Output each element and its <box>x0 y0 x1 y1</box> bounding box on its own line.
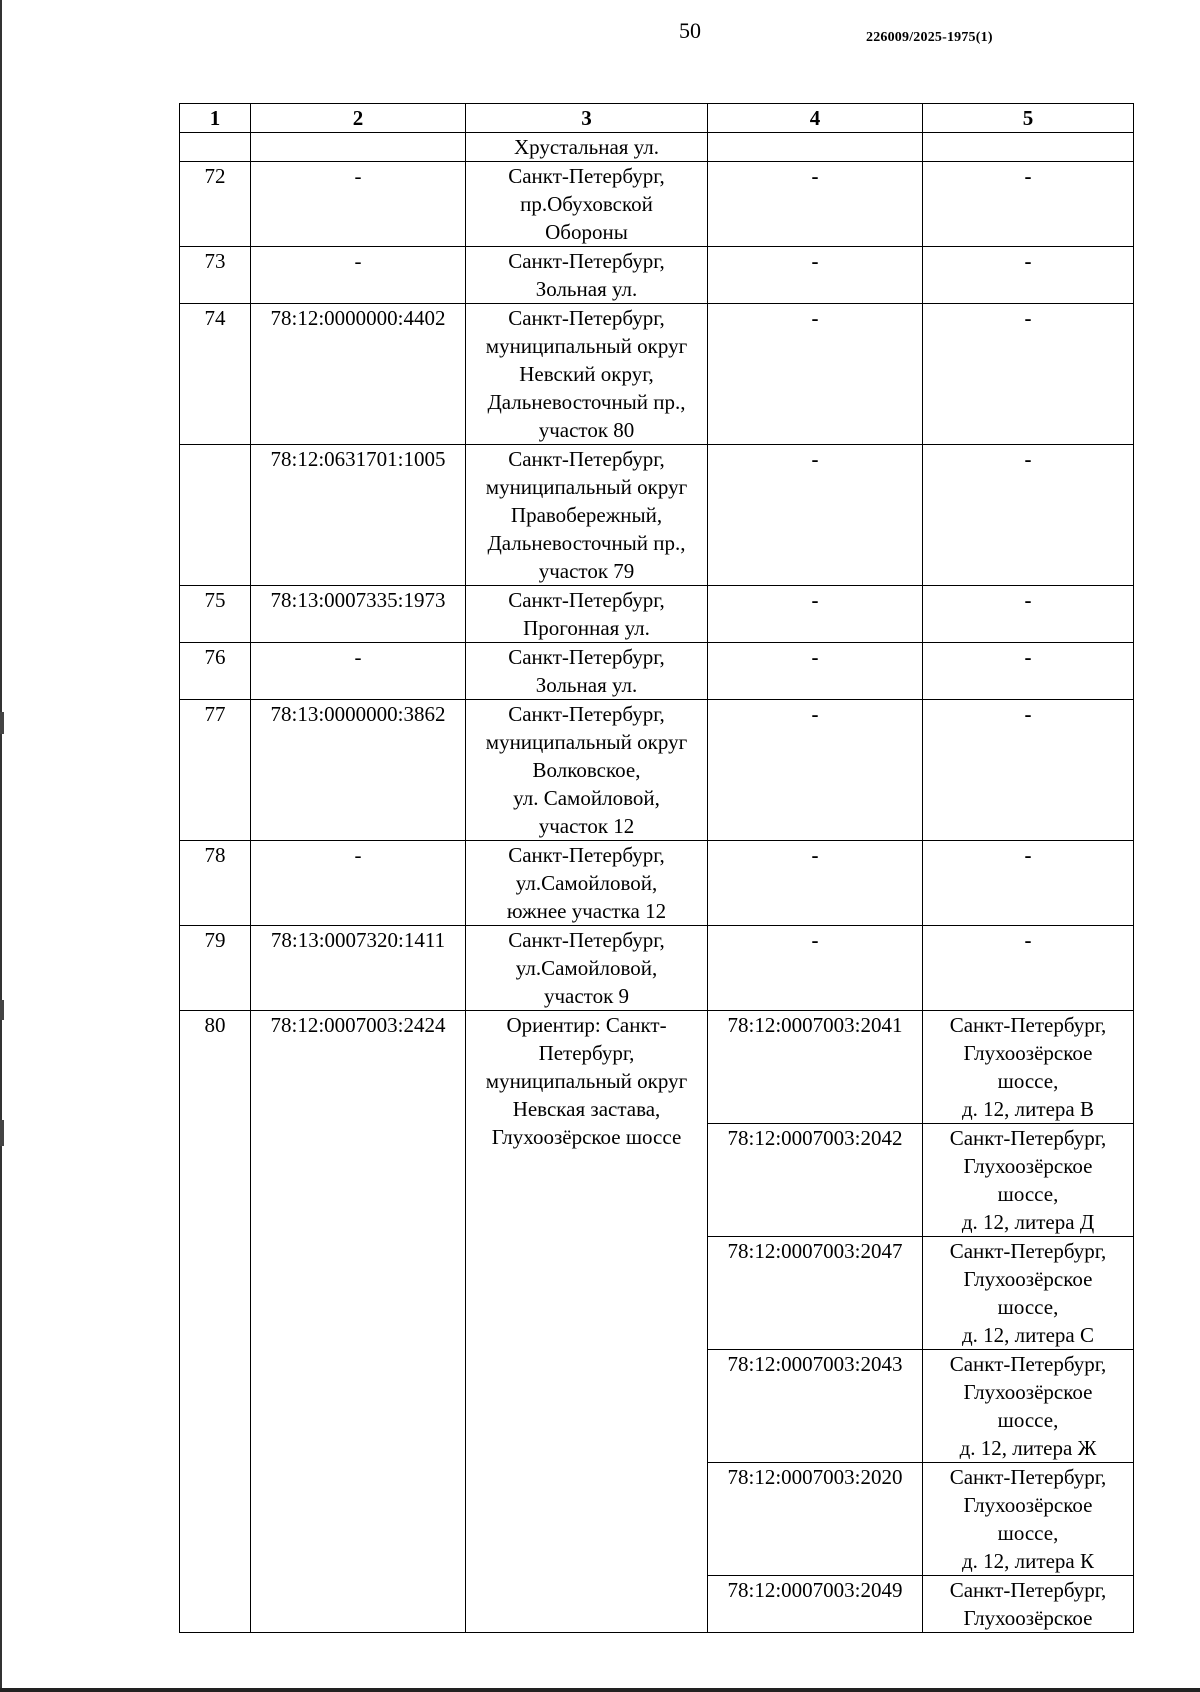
object-address-cell: - <box>923 926 1134 1011</box>
cadastral-cell: 78:13:0000000:3862 <box>251 700 466 841</box>
row-number-cell <box>180 133 251 162</box>
address-cell <box>466 445 708 586</box>
table-row <box>180 445 1134 586</box>
object-cadastral-cell <box>708 133 923 162</box>
text-line: Санкт-Петербург, <box>949 1126 1107 1150</box>
text-line: Петербург, <box>538 1041 635 1065</box>
object-cadastral-cell: 78:12:0007003:2020 <box>708 1463 923 1576</box>
text-line: д. 12, литера К <box>962 1549 1094 1573</box>
table-row <box>180 133 1134 162</box>
cadastral-cell <box>251 133 466 162</box>
row-number-cell: 80 <box>180 1011 251 1633</box>
text-line: д. 12, литера Ж <box>959 1436 1097 1460</box>
table-row <box>180 162 1134 247</box>
text-line: Санкт-Петербург, <box>508 645 665 669</box>
table-row <box>180 926 1134 1011</box>
text-line: Глухоозёрское <box>963 1267 1093 1291</box>
object-cadastral-cell: - <box>708 700 923 841</box>
object-address-cell <box>923 1237 1134 1350</box>
text-line: Санкт-Петербург, <box>949 1013 1107 1037</box>
text-line: Санкт-Петербург, <box>949 1578 1107 1602</box>
object-address-cell <box>923 1124 1134 1237</box>
text-line: Ориентир: Санкт- <box>506 1013 667 1037</box>
address-cell <box>466 926 708 1011</box>
text-line: Глухоозёрское <box>963 1154 1093 1178</box>
table-row <box>180 643 1134 700</box>
column-header: 4 <box>708 104 923 133</box>
address-cell <box>466 304 708 445</box>
address-cell <box>466 586 708 643</box>
text-line: муниципальный округ <box>485 730 688 754</box>
text-line: Санкт-Петербург, <box>508 702 665 726</box>
text-line: Глухоозёрское <box>963 1041 1093 1065</box>
text-line: Дальневосточный пр., <box>487 390 686 414</box>
text-line: Глухоозёрское <box>963 1380 1093 1404</box>
text-line: ул.Самойловой, <box>515 956 658 980</box>
cadastral-cell: - <box>251 841 466 926</box>
object-cadastral-cell: - <box>708 304 923 445</box>
object-address-cell: - <box>923 247 1134 304</box>
text-line: Хрустальная ул. <box>514 135 659 159</box>
column-header: 2 <box>251 104 466 133</box>
text-line: Невский округ, <box>519 362 654 386</box>
text-line: участок 9 <box>543 984 630 1008</box>
text-line: Глухоозёрское <box>963 1606 1093 1630</box>
text-line: Дальневосточный пр., <box>487 531 686 555</box>
text-line: шоссе, <box>997 1069 1059 1093</box>
text-line: участок 12 <box>538 814 635 838</box>
row-number-cell: 74 <box>180 304 251 445</box>
text-line: пр.Обуховской <box>520 192 653 216</box>
object-cadastral-cell: - <box>708 445 923 586</box>
table-header-row <box>180 104 1134 133</box>
table-row <box>180 700 1134 841</box>
address-cell <box>466 841 708 926</box>
text-line: Санкт-Петербург, <box>508 249 665 273</box>
address-cell <box>466 1011 708 1633</box>
scan-mark <box>0 1000 4 1020</box>
text-line: ул. Самойловой, <box>513 786 660 810</box>
row-number-cell: 79 <box>180 926 251 1011</box>
object-address-cell: - <box>923 162 1134 247</box>
object-address-cell <box>923 1576 1134 1633</box>
address-cell <box>466 247 708 304</box>
column-header: 1 <box>180 104 251 133</box>
text-line: муниципальный округ <box>485 334 688 358</box>
object-cadastral-cell: - <box>708 247 923 304</box>
text-line: муниципальный округ <box>485 1069 688 1093</box>
text-line: Санкт-Петербург, <box>949 1352 1107 1376</box>
text-line: Санкт-Петербург, <box>508 588 665 612</box>
row-number-cell: 72 <box>180 162 251 247</box>
scan-bottom-edge <box>0 1688 1200 1692</box>
text-line: шоссе, <box>997 1408 1059 1432</box>
text-line: Прогонная ул. <box>523 616 650 640</box>
object-cadastral-cell: 78:12:0007003:2049 <box>708 1576 923 1633</box>
cadastral-cell: - <box>251 643 466 700</box>
text-line: участок 80 <box>538 418 635 442</box>
column-header: 5 <box>923 104 1134 133</box>
object-address-cell <box>923 133 1134 162</box>
object-address-cell <box>923 1011 1134 1124</box>
text-line: шоссе, <box>997 1295 1059 1319</box>
object-cadastral-cell: - <box>708 643 923 700</box>
object-cadastral-cell: 78:12:0007003:2043 <box>708 1350 923 1463</box>
cadastral-cell: 78:12:0631701:1005 <box>251 445 466 586</box>
text-line: южнее участка 12 <box>506 899 667 923</box>
object-address-cell: - <box>923 700 1134 841</box>
text-line: шоссе, <box>997 1182 1059 1206</box>
object-cadastral-cell: 78:12:0007003:2042 <box>708 1124 923 1237</box>
text-line: д. 12, литера Д <box>961 1210 1095 1234</box>
address-cell <box>466 133 708 162</box>
object-cadastral-cell: - <box>708 162 923 247</box>
text-line: Санкт-Петербург, <box>508 164 665 188</box>
text-line: Глухоозёрское <box>963 1493 1093 1517</box>
row-number-cell <box>180 445 251 586</box>
object-address-cell: - <box>923 445 1134 586</box>
text-line: Санкт-Петербург, <box>949 1465 1107 1489</box>
object-address-cell: - <box>923 304 1134 445</box>
object-address-cell: - <box>923 643 1134 700</box>
text-line: участок 79 <box>538 559 635 583</box>
text-line: Санкт-Петербург, <box>949 1239 1107 1263</box>
text-line: шоссе, <box>997 1521 1059 1545</box>
object-cadastral-cell: - <box>708 926 923 1011</box>
row-number-cell: 77 <box>180 700 251 841</box>
object-address-cell: - <box>923 841 1134 926</box>
table-row <box>180 1011 1134 1124</box>
table-row <box>180 247 1134 304</box>
document-code: 226009/2025-1975(1) <box>866 30 993 45</box>
register-table <box>179 103 1134 1633</box>
object-address-cell: - <box>923 586 1134 643</box>
cadastral-cell: 78:13:0007335:1973 <box>251 586 466 643</box>
row-number-cell: 75 <box>180 586 251 643</box>
text-line: Зольная ул. <box>535 673 638 697</box>
scan-mark <box>0 712 4 734</box>
text-line: ул.Самойловой, <box>515 871 658 895</box>
scan-mark <box>0 1120 4 1146</box>
text-line: Санкт-Петербург, <box>508 843 665 867</box>
cadastral-cell: - <box>251 162 466 247</box>
text-line: Санкт-Петербург, <box>508 306 665 330</box>
text-line: Правобережный, <box>510 503 663 527</box>
text-line: Санкт-Петербург, <box>508 928 665 952</box>
column-header: 3 <box>466 104 708 133</box>
text-line: Волковское, <box>532 758 641 782</box>
address-cell <box>466 643 708 700</box>
page-number: 50 <box>679 18 701 43</box>
row-number-cell: 78 <box>180 841 251 926</box>
object-cadastral-cell: 78:12:0007003:2041 <box>708 1011 923 1124</box>
text-line: Зольная ул. <box>535 277 638 301</box>
cadastral-cell: - <box>251 247 466 304</box>
text-line: Обороны <box>545 220 628 244</box>
object-cadastral-cell: - <box>708 841 923 926</box>
table-row <box>180 304 1134 445</box>
object-cadastral-cell: 78:12:0007003:2047 <box>708 1237 923 1350</box>
row-number-cell: 73 <box>180 247 251 304</box>
cadastral-cell: 78:12:0000000:4402 <box>251 304 466 445</box>
text-line: Глухоозёрское шоссе <box>491 1125 682 1149</box>
text-line: д. 12, литера С <box>962 1323 1094 1347</box>
cadastral-cell: 78:12:0007003:2424 <box>251 1011 466 1633</box>
object-address-cell <box>923 1463 1134 1576</box>
row-number-cell: 76 <box>180 643 251 700</box>
scan-left-edge <box>0 0 2 1692</box>
text-line: д. 12, литера В <box>962 1097 1094 1121</box>
object-address-cell <box>923 1350 1134 1463</box>
text-line: Санкт-Петербург, <box>508 447 665 471</box>
text-line: Невская застава, <box>512 1097 661 1121</box>
text-line: муниципальный округ <box>485 475 688 499</box>
table-row <box>180 586 1134 643</box>
address-cell <box>466 700 708 841</box>
cadastral-cell: 78:13:0007320:1411 <box>251 926 466 1011</box>
table-row <box>180 841 1134 926</box>
address-cell <box>466 162 708 247</box>
object-cadastral-cell: - <box>708 586 923 643</box>
